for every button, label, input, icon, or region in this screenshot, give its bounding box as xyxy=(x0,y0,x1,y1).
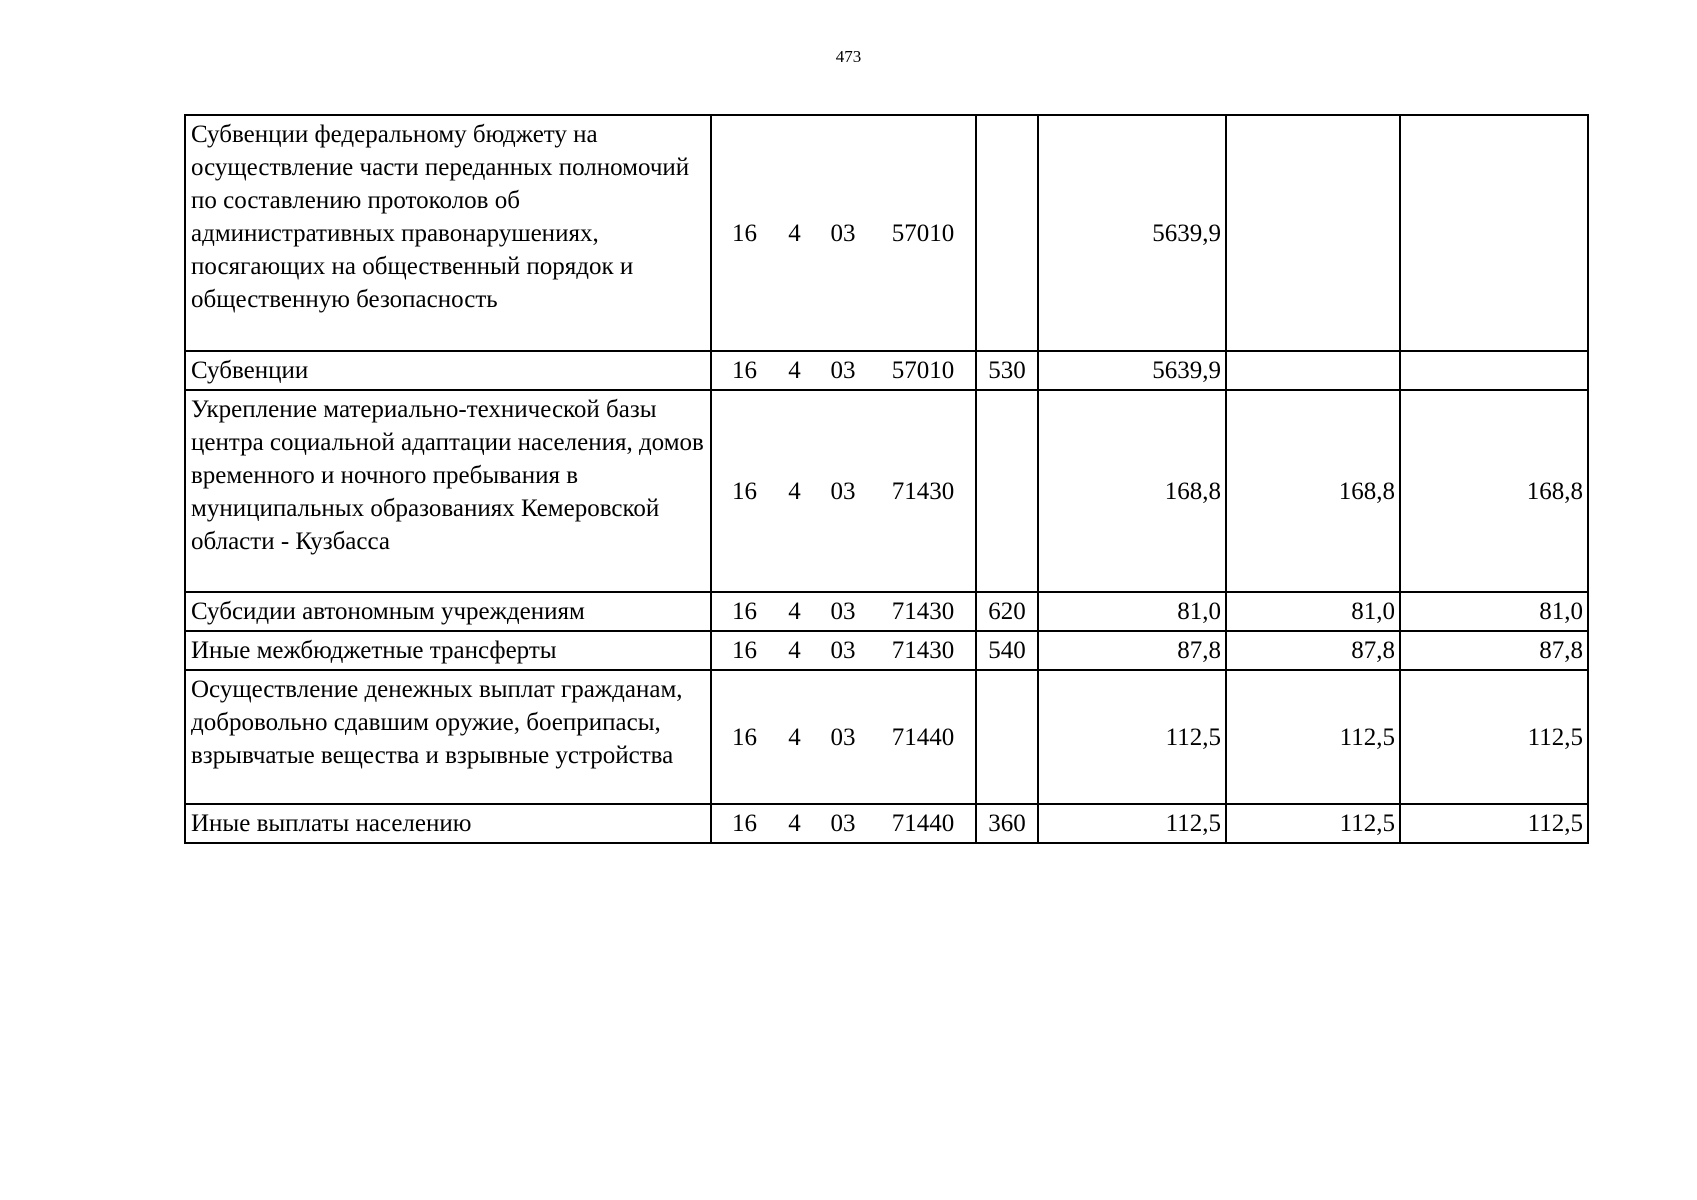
row-name: Укрепление материально-технической базы центра социальной адаптации населения, домов временного и ночного пребывания в муниципальных образованиях Кемеровской области - Кузбасса xyxy=(185,390,711,592)
amount-year-2 xyxy=(1226,351,1400,390)
code-num: 71430 xyxy=(891,477,955,505)
row-codes xyxy=(711,631,976,670)
table-row xyxy=(185,670,1588,804)
row-name: Субвенции xyxy=(185,351,711,390)
row-name: Субвенции федеральному бюджету на осуществление части переданных полномочий по составлению протоколов об административных правонарушениях, посягающих на общественный порядок и общественную безопасность xyxy=(185,115,711,351)
code-sgr: 4 xyxy=(788,477,801,505)
amount-year-2: 112,5 xyxy=(1226,670,1400,804)
row-name: Иные выплаты населению xyxy=(185,804,711,843)
code-gr: 16 xyxy=(732,477,757,505)
amount-year-3 xyxy=(1400,351,1588,390)
code-pr: 03 xyxy=(830,637,856,664)
amount-year-3: 81,0 xyxy=(1400,592,1588,631)
amount-year-3: 87,8 xyxy=(1400,631,1588,670)
row-codes xyxy=(711,592,976,631)
code-num: 57010 xyxy=(891,357,955,384)
amount-year-1: 81,0 xyxy=(1038,592,1226,631)
amount-year-1: 112,5 xyxy=(1038,804,1226,843)
code-gr: 16 xyxy=(732,219,757,247)
code-num: 71440 xyxy=(891,810,955,837)
amount-year-1: 112,5 xyxy=(1038,670,1226,804)
code-sgr: 4 xyxy=(788,357,801,384)
table-row xyxy=(185,592,1588,631)
code-pr: 03 xyxy=(830,357,856,384)
table-row xyxy=(185,390,1588,592)
code-vr: 360 xyxy=(976,804,1038,843)
amount-year-1: 5639,9 xyxy=(1038,351,1226,390)
amount-year-3: 168,8 xyxy=(1400,390,1588,592)
code-sgr: 4 xyxy=(788,637,801,664)
code-sgr: 4 xyxy=(788,723,801,751)
code-sgr: 4 xyxy=(788,219,801,247)
amount-year-3: 112,5 xyxy=(1400,804,1588,843)
code-gr: 16 xyxy=(732,357,757,384)
code-sgr: 4 xyxy=(788,598,801,625)
code-gr: 16 xyxy=(732,723,757,751)
page-number: 473 xyxy=(835,47,862,66)
amount-year-2: 112,5 xyxy=(1226,804,1400,843)
code-vr xyxy=(976,670,1038,804)
code-pr: 03 xyxy=(830,723,856,751)
amount-year-1: 168,8 xyxy=(1038,390,1226,592)
amount-year-2 xyxy=(1226,115,1400,351)
row-codes xyxy=(711,115,976,351)
code-gr: 16 xyxy=(732,637,757,664)
row-codes xyxy=(711,670,976,804)
code-num: 71430 xyxy=(891,637,955,664)
code-sgr: 4 xyxy=(788,810,801,837)
row-codes xyxy=(711,351,976,390)
amount-year-2: 81,0 xyxy=(1226,592,1400,631)
code-num: 57010 xyxy=(891,219,955,247)
table-row xyxy=(185,115,1588,351)
code-pr: 03 xyxy=(830,219,856,247)
code-num: 71430 xyxy=(891,598,955,625)
budget-table xyxy=(184,114,1589,844)
table-row xyxy=(185,351,1588,390)
amount-year-3 xyxy=(1400,115,1588,351)
amount-year-1: 5639,9 xyxy=(1038,115,1226,351)
code-vr xyxy=(976,115,1038,351)
code-pr: 03 xyxy=(830,810,856,837)
amount-year-3: 112,5 xyxy=(1400,670,1588,804)
table-row xyxy=(185,631,1588,670)
code-vr: 530 xyxy=(976,351,1038,390)
code-gr: 16 xyxy=(732,598,757,625)
row-name: Осуществление денежных выплат гражданам, добровольно сдавшим оружие, боеприпасы, взрывчатые вещества и взрывные устройства xyxy=(185,670,711,804)
row-name: Иные межбюджетные трансферты xyxy=(185,631,711,670)
code-vr: 620 xyxy=(976,592,1038,631)
code-vr xyxy=(976,390,1038,592)
amount-year-2: 168,8 xyxy=(1226,390,1400,592)
table-row xyxy=(185,804,1588,843)
code-pr: 03 xyxy=(830,598,856,625)
amount-year-2: 87,8 xyxy=(1226,631,1400,670)
row-name: Субсидии автономным учреждениям xyxy=(185,592,711,631)
code-num: 71440 xyxy=(891,723,955,751)
row-codes xyxy=(711,390,976,592)
row-codes xyxy=(711,804,976,843)
code-pr: 03 xyxy=(830,477,856,505)
amount-year-1: 87,8 xyxy=(1038,631,1226,670)
code-vr: 540 xyxy=(976,631,1038,670)
code-gr: 16 xyxy=(732,810,757,837)
